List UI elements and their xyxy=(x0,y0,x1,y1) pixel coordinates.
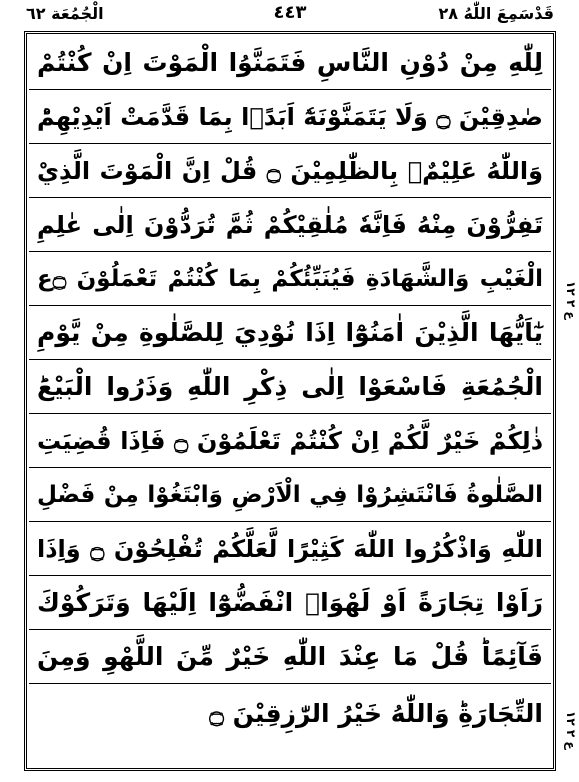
surah-label: الْجُمُعَة ٦٢ xyxy=(26,4,104,23)
text-line: قَآئِمًاؕ قُلْ مَا عِنْدَ اللّٰهِ خَيْرٌ مِّنَ اللَّهْوِ وَمِنَ xyxy=(29,630,551,684)
text-line: الْغَيْبِ وَالشَّهَادَةِ فَيُنَبِّئُكُمْ بِمَا كُنْتُمْ تَعْمَلُوْنَ ۝ع xyxy=(29,252,551,306)
text-line: يٰٓاَيُّهَا الَّذِيْنَ اٰمَنُوْٓا اِذَا نُوْدِيَ لِلصَّلٰوةِ مِنْ يَّوْمِ xyxy=(29,306,551,360)
text-frame xyxy=(24,31,556,771)
text-line: تَفِرُّوْنَ مِنْهُ فَاِنَّهٗ مُلٰقِيْكُمْ ثُمَّ تُرَدُّوْنَ اِلٰى عٰلِمِ xyxy=(29,198,551,252)
ruku-marker: ع ٢ ١٢ xyxy=(564,710,578,750)
page-number: ٤٤٣ xyxy=(273,2,307,23)
text-line: رَاَوْا تِجَارَةً اَوْ لَهْوَاۨ انْفَضُّوْٓا اِلَيْهَا وَتَرَكُوْكَ xyxy=(29,576,551,630)
text-line: اللّٰهِ وَاذْكُرُوا اللّٰهَ كَثِيْرًا لَّعَلَّكُمْ تُفْلِحُوْنَ ۝ وَاِذَا xyxy=(29,522,551,576)
juz-label: قَدْسَمِعَ اللّٰهُ ٢٨ xyxy=(438,4,554,23)
text-line: ذٰلِكُمْ خَيْرٌ لَّكُمْ اِنْ كُنْتُمْ تَعْلَمُوْنَ ۝ فَاِذَا قُضِيَتِ xyxy=(29,414,551,468)
text-line: التِّجَارَةِؕ وَاللّٰهُ خَيْرُ الرّٰزِقِيْنَ ۝ xyxy=(209,699,543,728)
verse-lines xyxy=(29,36,551,766)
text-line: لِلّٰهِ مِنْ دُوْنِ النَّاسِ فَتَمَنَّوُا الْمَوْتَ اِنْ كُنْتُمْ xyxy=(29,36,551,90)
page-header xyxy=(24,2,556,28)
ruku-marker: ع ٢ ١٢ xyxy=(564,280,578,320)
text-line: وَاللّٰهُ عَلِيْمٌۢ بِالظّٰلِمِيْنَ ۝ قُلْ اِنَّ الْمَوْتَ الَّذِيْ xyxy=(29,144,551,198)
text-line: الصَّلٰوةُ فَانْتَشِرُوْا فِي الْاَرْضِ وَابْتَغُوْا مِنْ فَضْلِ xyxy=(29,468,551,522)
text-line: الْجُمُعَةِ فَاسْعَوْا اِلٰى ذِكْرِ اللّٰهِ وَذَرُوا الْبَيْعَؕ xyxy=(29,360,551,414)
text-line: صٰدِقِيْنَ ۝ وَلَا يَتَمَنَّوْنَهٗٓ اَبَدًۢا بِمَا قَدَّمَتْ اَيْدِيْهِمْؕ xyxy=(29,90,551,144)
